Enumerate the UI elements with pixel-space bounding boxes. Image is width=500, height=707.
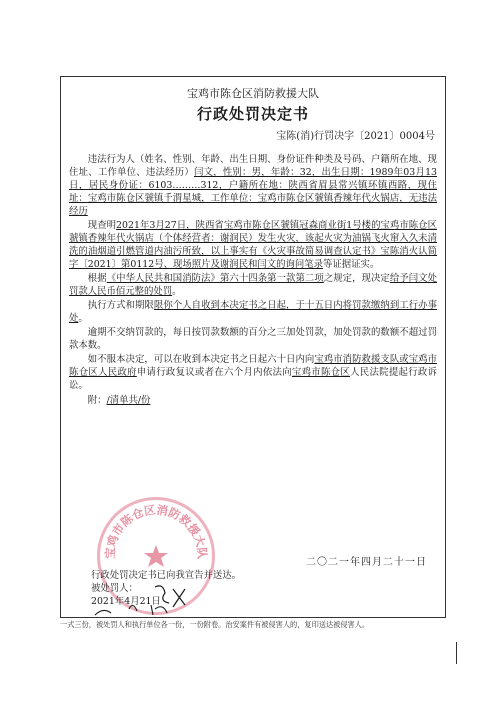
execution-suffix: 。 bbox=[78, 313, 88, 324]
penalty-decision: 给予闫文处罚款人民币佰元整的处罚 bbox=[69, 273, 437, 297]
court-name: 宝鸡市陈仓区 bbox=[291, 367, 351, 378]
facts-suffix: 等证据证实。 bbox=[322, 259, 380, 270]
appeal-mid: 申请行政复议或者在六个月内依法向 bbox=[136, 367, 292, 378]
appeal-prompt: 如不服本决定，可以在收到本决定书之日起六十日内向 bbox=[87, 354, 315, 365]
offender-prompt: 违法行为人（姓名、性别、年龄、出生日期、身份证件种类及号码、户籍所在地、现住址、工作单位、违法经历） bbox=[69, 154, 437, 178]
execution-paragraph bbox=[69, 299, 437, 325]
decision-suffix: 。 bbox=[172, 286, 182, 297]
offender-details: 闫文，性别：男，年龄：32，出生日期：1989年03月13日，居民身份证：6103………312，户籍所在地：陕西省眉县常兴镇环镇西路，现住址：宝鸡市陈仓区虢镇千渭星城，工作单位：宝鸡市陈仓区虢镇香辣年代火锅店，无违法经历 bbox=[69, 167, 437, 217]
delivery-statement: 行政处罚决定书已向我宣告并送达。 bbox=[91, 570, 242, 581]
facts-details: 2021年3月27日，陕西省宝鸡市陈仓区虢镇冠森商业街1号楼的宝鸡市陈仓区虢镇香辣年代火锅店（个体经营者：谢润民）发生火灾，该起火灾为油锅飞火窜入久未清洗的油烟道引燃管道内油污所致，以上事实有 bbox=[69, 220, 437, 257]
decision-mid: 之规定，现决定 bbox=[323, 273, 390, 284]
document-title: 行政处罚决定书 bbox=[196, 105, 309, 123]
legal-basis: 《中华人民共和国消防法》第六十四条第一款第二项 bbox=[106, 273, 324, 284]
evidence-details: 《火灾事故简易调查认定书》宝陈消火认简字〔2021〕第0112号、现场照片及谢润民和闫文的询问笔录 bbox=[69, 246, 437, 270]
review-authority: 宝鸡市消防救援支队或宝鸡市陈仓区人民政府 bbox=[69, 354, 437, 378]
issue-date: 二〇二一年四月二十一日 bbox=[306, 557, 427, 568]
offender-paragraph bbox=[69, 153, 437, 218]
execution-prompt: 执行方式和期限 bbox=[87, 300, 154, 311]
facts-prompt: 现查明 bbox=[87, 220, 117, 231]
issuing-agency: 宝鸡市陈仓区消防救援大队 bbox=[187, 87, 319, 100]
facts-paragraph bbox=[69, 219, 437, 271]
recipient-label: 被处罚人： bbox=[91, 583, 138, 594]
seal-star-icon bbox=[144, 545, 168, 567]
attachment-value: /清单共/份 bbox=[106, 395, 151, 406]
page-footer-note: 一式三份，被处罚人和执行单位各一份，一份附卷。治安案件有被侵害人的，复印送达被侵害人。 bbox=[60, 620, 370, 629]
signature-date: 2021年4月21日 bbox=[91, 596, 161, 607]
attachment-label: 附： bbox=[87, 395, 107, 406]
margin-mark bbox=[456, 642, 457, 664]
late-fee-paragraph: 逾期不交纳罚款的，每日按罚款数额的百分之三加处罚款，加处罚款的数额不超过罚款本数。 bbox=[69, 327, 437, 351]
appeal-suffix: 人民法院提起行政诉讼。 bbox=[69, 367, 437, 391]
seal-text: 宝鸡市陈仓区消防救援大队 bbox=[102, 502, 210, 560]
handwritten-signature bbox=[93, 581, 203, 617]
document-number: 宝陈(消)行罚决字〔2021〕0004号 bbox=[276, 131, 435, 142]
execution-details: 限你个人自收到本决定书之日起，于十五日内将罚款缴纳到工行办事处 bbox=[69, 300, 437, 324]
appeal-paragraph bbox=[69, 353, 437, 392]
document-body bbox=[69, 153, 437, 408]
document-frame bbox=[60, 76, 446, 618]
decision-paragraph bbox=[69, 272, 437, 298]
decision-prompt: 根据 bbox=[87, 273, 107, 284]
attachment-line bbox=[69, 394, 437, 407]
